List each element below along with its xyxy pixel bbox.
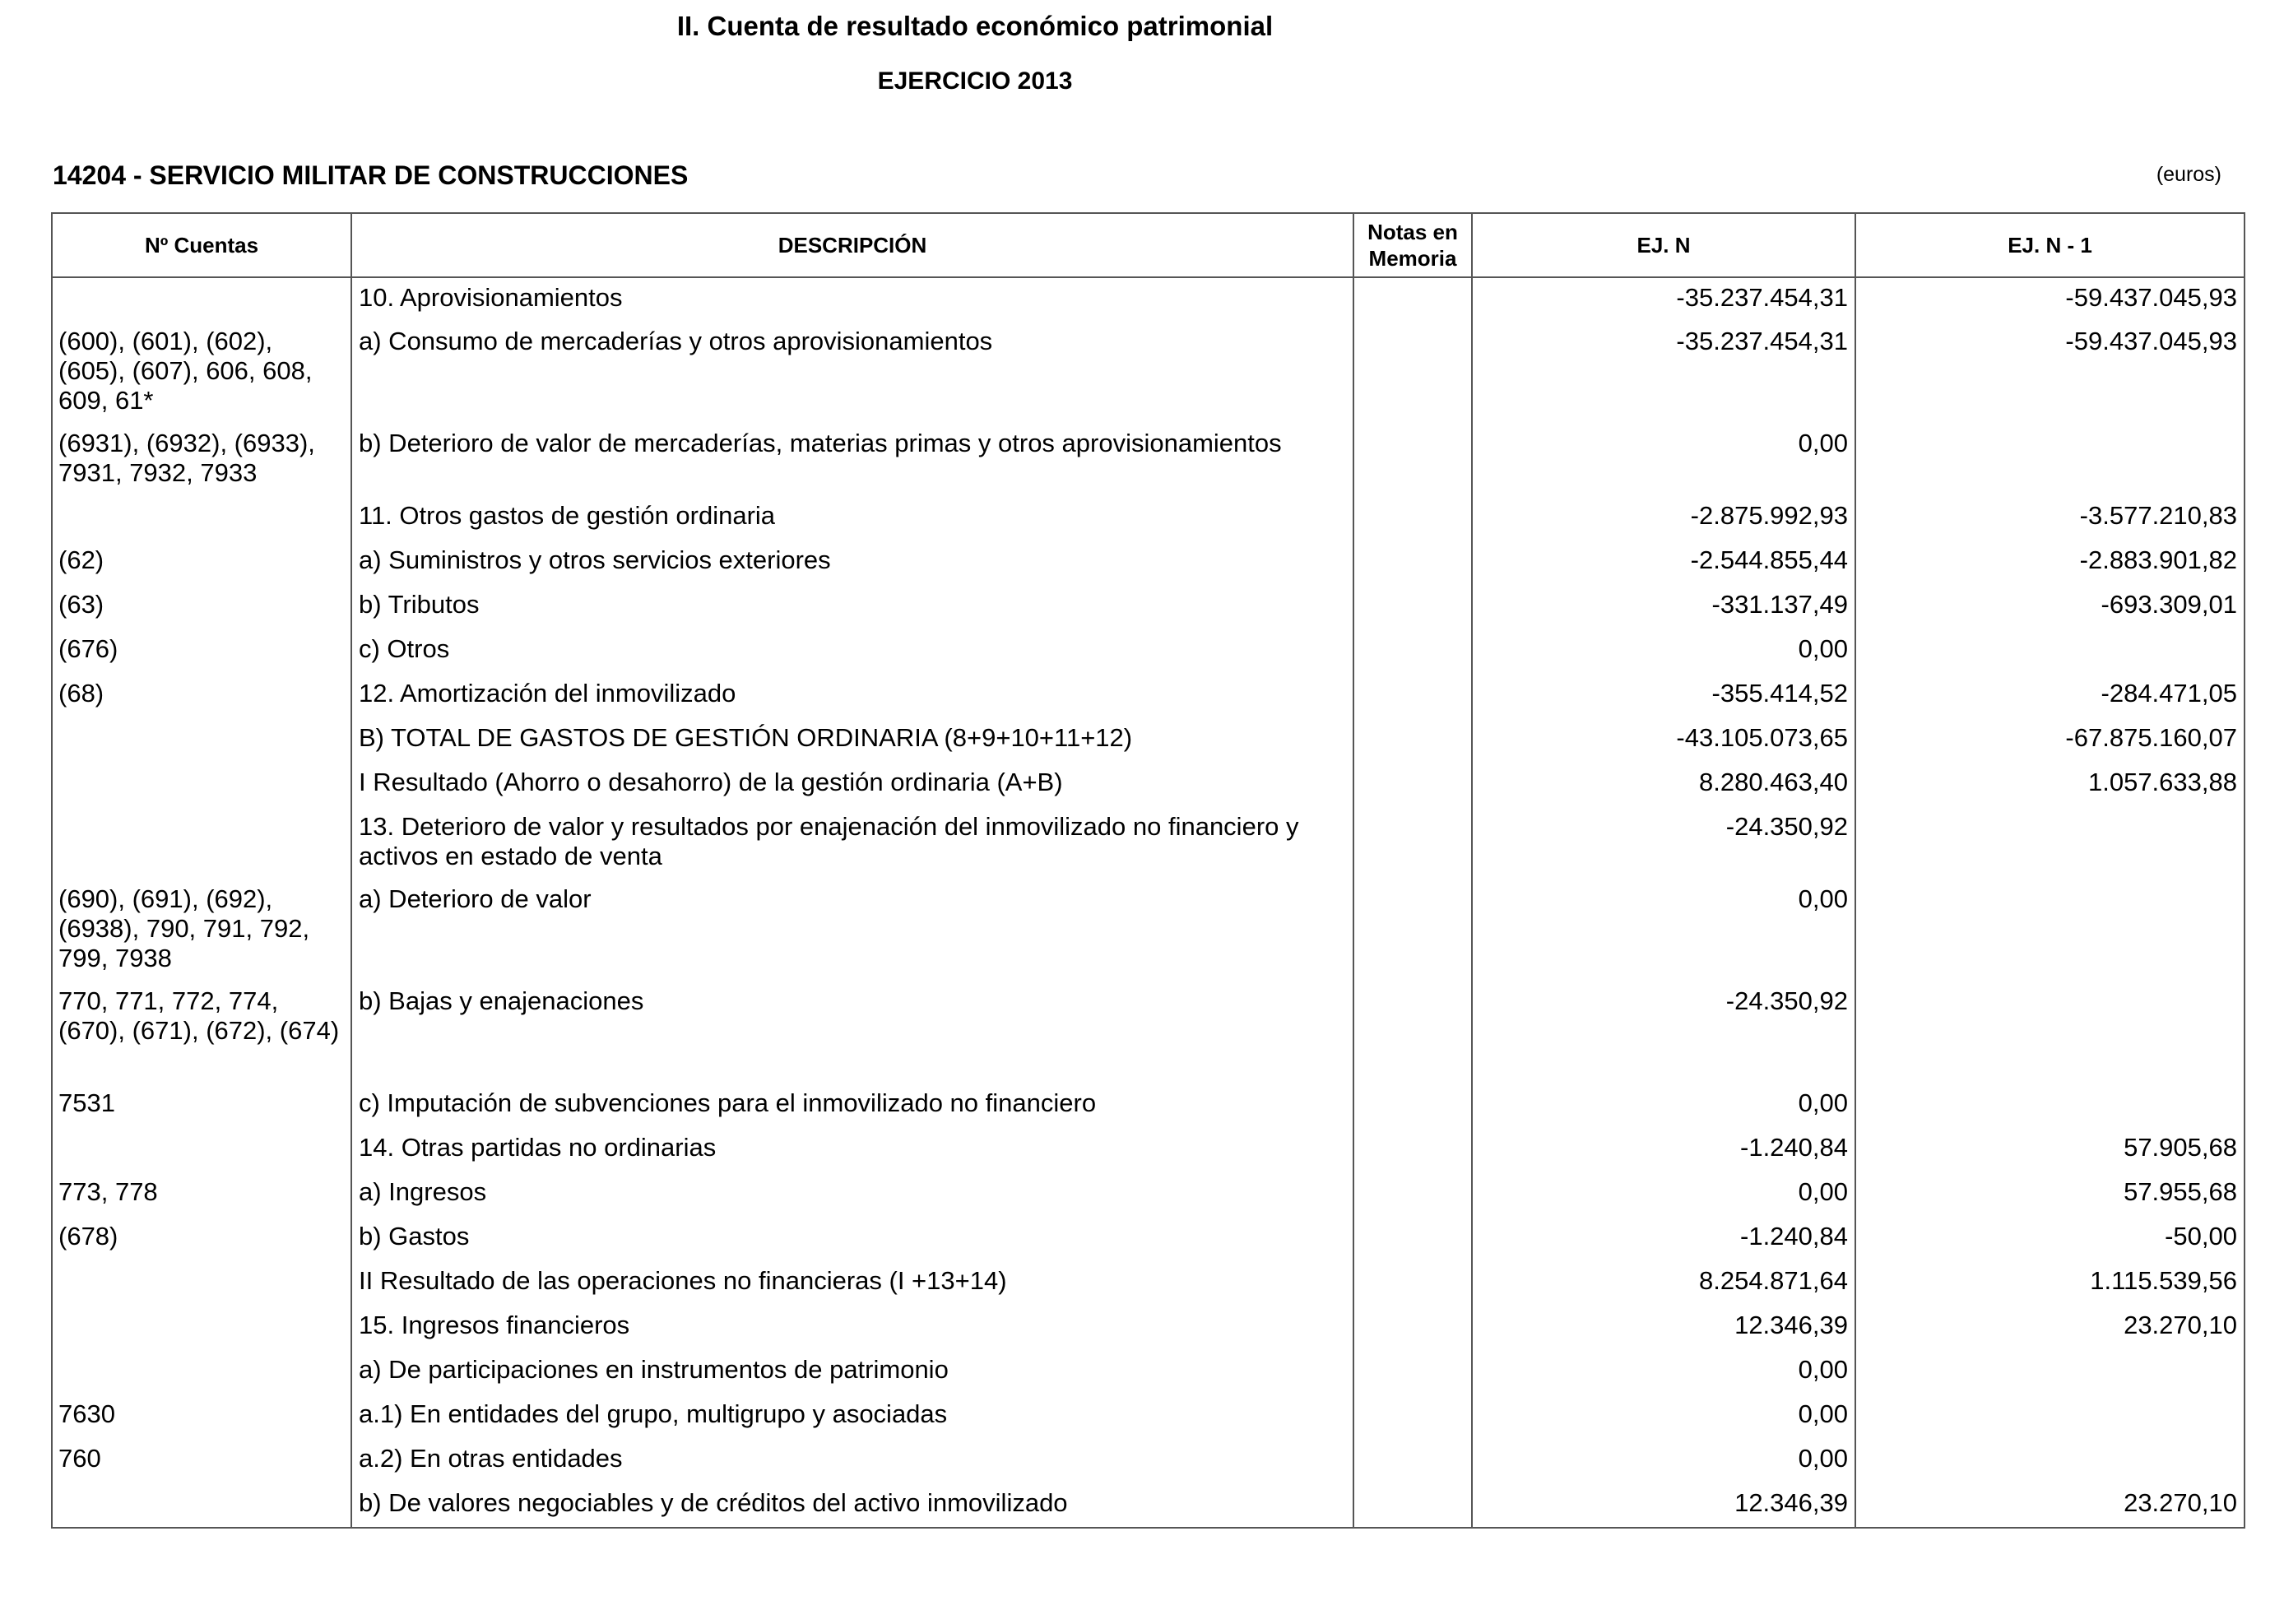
account-codes: 7630 xyxy=(52,1394,351,1439)
previous-year-value xyxy=(1855,807,2245,879)
previous-year-value: 1.057.633,88 xyxy=(1855,763,2245,807)
row-description: II Resultado de las operaciones no financieras (I +13+14) xyxy=(351,1261,1353,1306)
account-codes xyxy=(52,1350,351,1394)
table-row xyxy=(52,496,2245,541)
row-description: 11. Otros gastos de gestión ordinaria xyxy=(351,496,1353,541)
row-notes xyxy=(1353,1483,1472,1528)
row-notes xyxy=(1353,1439,1472,1483)
current-year-value: 0,00 xyxy=(1472,1439,1855,1483)
row-description: c) Otros xyxy=(351,629,1353,674)
account-codes: 760 xyxy=(52,1439,351,1483)
row-notes xyxy=(1353,1128,1472,1172)
row-description: 13. Deterioro de valor y resultados por enajenación del inmovilizado no financiero y activos en estado de venta xyxy=(351,807,1353,879)
table-row xyxy=(52,1128,2245,1172)
table-row xyxy=(52,1261,2245,1306)
row-description: b) Bajas y enajenaciones xyxy=(351,981,1353,1083)
account-codes xyxy=(52,1128,351,1172)
previous-year-value xyxy=(1855,424,2245,496)
previous-year-value: 57.905,68 xyxy=(1855,1128,2245,1172)
previous-year-value xyxy=(1855,1394,2245,1439)
current-year-value: -355.414,52 xyxy=(1472,674,1855,718)
previous-year-value: -284.471,05 xyxy=(1855,674,2245,718)
account-codes xyxy=(52,277,351,322)
row-description: 12. Amortización del inmovilizado xyxy=(351,674,1353,718)
row-description: a.2) En otras entidades xyxy=(351,1439,1353,1483)
previous-year-value: 23.270,10 xyxy=(1855,1306,2245,1350)
previous-year-value xyxy=(1855,981,2245,1083)
row-notes xyxy=(1353,879,1472,981)
column-header-previous-year: EJ. N - 1 xyxy=(1855,213,2245,277)
row-description: c) Imputación de subvenciones para el inmovilizado no financiero xyxy=(351,1083,1353,1128)
row-notes xyxy=(1353,1306,1472,1350)
table-row xyxy=(52,629,2245,674)
row-description: a) De participaciones en instrumentos de patrimonio xyxy=(351,1350,1353,1394)
current-year-value: 12.346,39 xyxy=(1472,1483,1855,1528)
current-year-value: -1.240,84 xyxy=(1472,1217,1855,1261)
account-codes: 7531 xyxy=(52,1083,351,1128)
previous-year-value: -59.437.045,93 xyxy=(1855,322,2245,424)
row-description: a) Consumo de mercaderías y otros aprovisionamientos xyxy=(351,322,1353,424)
column-header-current-year: EJ. N xyxy=(1472,213,1855,277)
row-description: b) Deterioro de valor de mercaderías, materias primas y otros aprovisionamientos xyxy=(351,424,1353,496)
row-description: a.1) En entidades del grupo, multigrupo y asociadas xyxy=(351,1394,1353,1439)
current-year-value: -43.105.073,65 xyxy=(1472,718,1855,763)
current-year-value: -1.240,84 xyxy=(1472,1128,1855,1172)
table-row xyxy=(52,1306,2245,1350)
row-notes xyxy=(1353,1172,1472,1217)
column-header-description: DESCRIPCIÓN xyxy=(351,213,1353,277)
previous-year-value xyxy=(1855,1439,2245,1483)
table-row xyxy=(52,879,2245,981)
table-row xyxy=(52,424,2245,496)
table-row xyxy=(52,1350,2245,1394)
row-description: a) Suministros y otros servicios exteriores xyxy=(351,541,1353,585)
current-year-value: 0,00 xyxy=(1472,879,1855,981)
row-description: b) Gastos xyxy=(351,1217,1353,1261)
current-year-value: -2.875.992,93 xyxy=(1472,496,1855,541)
table-row xyxy=(52,277,2245,322)
account-codes xyxy=(52,496,351,541)
row-description: B) TOTAL DE GASTOS DE GESTIÓN ORDINARIA (8+9+10+11+12) xyxy=(351,718,1353,763)
current-year-value: 0,00 xyxy=(1472,1350,1855,1394)
table-row xyxy=(52,541,2245,585)
current-year-value: 8.254.871,64 xyxy=(1472,1261,1855,1306)
row-notes xyxy=(1353,807,1472,879)
account-codes: 773, 778 xyxy=(52,1172,351,1217)
row-notes xyxy=(1353,496,1472,541)
current-year-value: -35.237.454,31 xyxy=(1472,277,1855,322)
account-codes: (62) xyxy=(52,541,351,585)
row-description: a) Deterioro de valor xyxy=(351,879,1353,981)
previous-year-value: -2.883.901,82 xyxy=(1855,541,2245,585)
account-codes: (676) xyxy=(52,629,351,674)
current-year-value: 0,00 xyxy=(1472,424,1855,496)
row-description: b) De valores negociables y de créditos del activo inmovilizado xyxy=(351,1483,1353,1528)
table-row xyxy=(52,1439,2245,1483)
current-year-value: 8.280.463,40 xyxy=(1472,763,1855,807)
table-row xyxy=(52,763,2245,807)
row-description: 15. Ingresos financieros xyxy=(351,1306,1353,1350)
account-codes xyxy=(52,807,351,879)
current-year-value: -24.350,92 xyxy=(1472,807,1855,879)
row-notes xyxy=(1353,1083,1472,1128)
row-notes xyxy=(1353,1261,1472,1306)
table-row xyxy=(52,1083,2245,1128)
account-codes: (600), (601), (602), (605), (607), 606, 608, 609, 61* xyxy=(52,322,351,424)
previous-year-value xyxy=(1855,1083,2245,1128)
table-row xyxy=(52,1217,2245,1261)
account-codes xyxy=(52,763,351,807)
previous-year-value: 1.115.539,56 xyxy=(1855,1261,2245,1306)
row-notes xyxy=(1353,629,1472,674)
current-year-value: -331.137,49 xyxy=(1472,585,1855,629)
account-codes: (690), (691), (692), (6938), 790, 791, 792, 799, 7938 xyxy=(52,879,351,981)
page-title: II. Cuenta de resultado económico patrimonial xyxy=(676,11,1274,41)
account-codes: (6931), (6932), (6933), 7931, 7932, 7933 xyxy=(52,424,351,496)
table-row xyxy=(52,1483,2245,1528)
table-header-row xyxy=(52,213,2245,277)
previous-year-value: -59.437.045,93 xyxy=(1855,277,2245,322)
current-year-value: 0,00 xyxy=(1472,1083,1855,1128)
column-header-accounts: Nº Cuentas xyxy=(52,213,351,277)
previous-year-value: -67.875.160,07 xyxy=(1855,718,2245,763)
table-row xyxy=(52,1172,2245,1217)
table-row xyxy=(52,585,2245,629)
account-codes xyxy=(52,1483,351,1528)
previous-year-value xyxy=(1855,1350,2245,1394)
row-notes xyxy=(1353,322,1472,424)
previous-year-value: -693.309,01 xyxy=(1855,585,2245,629)
entity-name: 14204 - SERVICIO MILITAR DE CONSTRUCCIONES xyxy=(53,160,689,190)
current-year-value: 12.346,39 xyxy=(1472,1306,1855,1350)
account-codes: (678) xyxy=(52,1217,351,1261)
row-notes xyxy=(1353,1394,1472,1439)
row-notes xyxy=(1353,1217,1472,1261)
current-year-value: 0,00 xyxy=(1472,1394,1855,1439)
current-year-value: -2.544.855,44 xyxy=(1472,541,1855,585)
row-notes xyxy=(1353,981,1472,1083)
table-row xyxy=(52,1394,2245,1439)
row-description: b) Tributos xyxy=(351,585,1353,629)
current-year-value: 0,00 xyxy=(1472,629,1855,674)
row-description: a) Ingresos xyxy=(351,1172,1353,1217)
row-notes xyxy=(1353,424,1472,496)
previous-year-value: -50,00 xyxy=(1855,1217,2245,1261)
column-header-notes: Notas en Memoria xyxy=(1353,213,1472,277)
table-row xyxy=(52,718,2245,763)
account-codes: (68) xyxy=(52,674,351,718)
current-year-value: -35.237.454,31 xyxy=(1472,322,1855,424)
row-notes xyxy=(1353,718,1472,763)
previous-year-value: 23.270,10 xyxy=(1855,1483,2245,1528)
row-description: 10. Aprovisionamientos xyxy=(351,277,1353,322)
previous-year-value: -3.577.210,83 xyxy=(1855,496,2245,541)
currency-units: (euros) xyxy=(2156,163,2221,186)
account-codes xyxy=(52,1306,351,1350)
income-statement-table xyxy=(51,212,2245,1529)
table-row xyxy=(52,807,2245,879)
fiscal-year-subtitle: EJERCICIO 2013 xyxy=(877,67,1073,95)
table-row xyxy=(52,322,2245,424)
account-codes xyxy=(52,1261,351,1306)
previous-year-value xyxy=(1855,629,2245,674)
row-notes xyxy=(1353,674,1472,718)
row-notes xyxy=(1353,1350,1472,1394)
row-notes xyxy=(1353,763,1472,807)
table-row xyxy=(52,981,2245,1083)
previous-year-value: 57.955,68 xyxy=(1855,1172,2245,1217)
row-notes xyxy=(1353,585,1472,629)
table-row xyxy=(52,674,2245,718)
current-year-value: 0,00 xyxy=(1472,1172,1855,1217)
account-codes: (63) xyxy=(52,585,351,629)
row-notes xyxy=(1353,277,1472,322)
current-year-value: -24.350,92 xyxy=(1472,981,1855,1083)
previous-year-value xyxy=(1855,879,2245,981)
row-notes xyxy=(1353,541,1472,585)
account-codes xyxy=(52,718,351,763)
row-description: 14. Otras partidas no ordinarias xyxy=(351,1128,1353,1172)
row-description: I Resultado (Ahorro o desahorro) de la gestión ordinaria (A+B) xyxy=(351,763,1353,807)
account-codes: 770, 771, 772, 774, (670), (671), (672), (674) xyxy=(52,981,351,1083)
